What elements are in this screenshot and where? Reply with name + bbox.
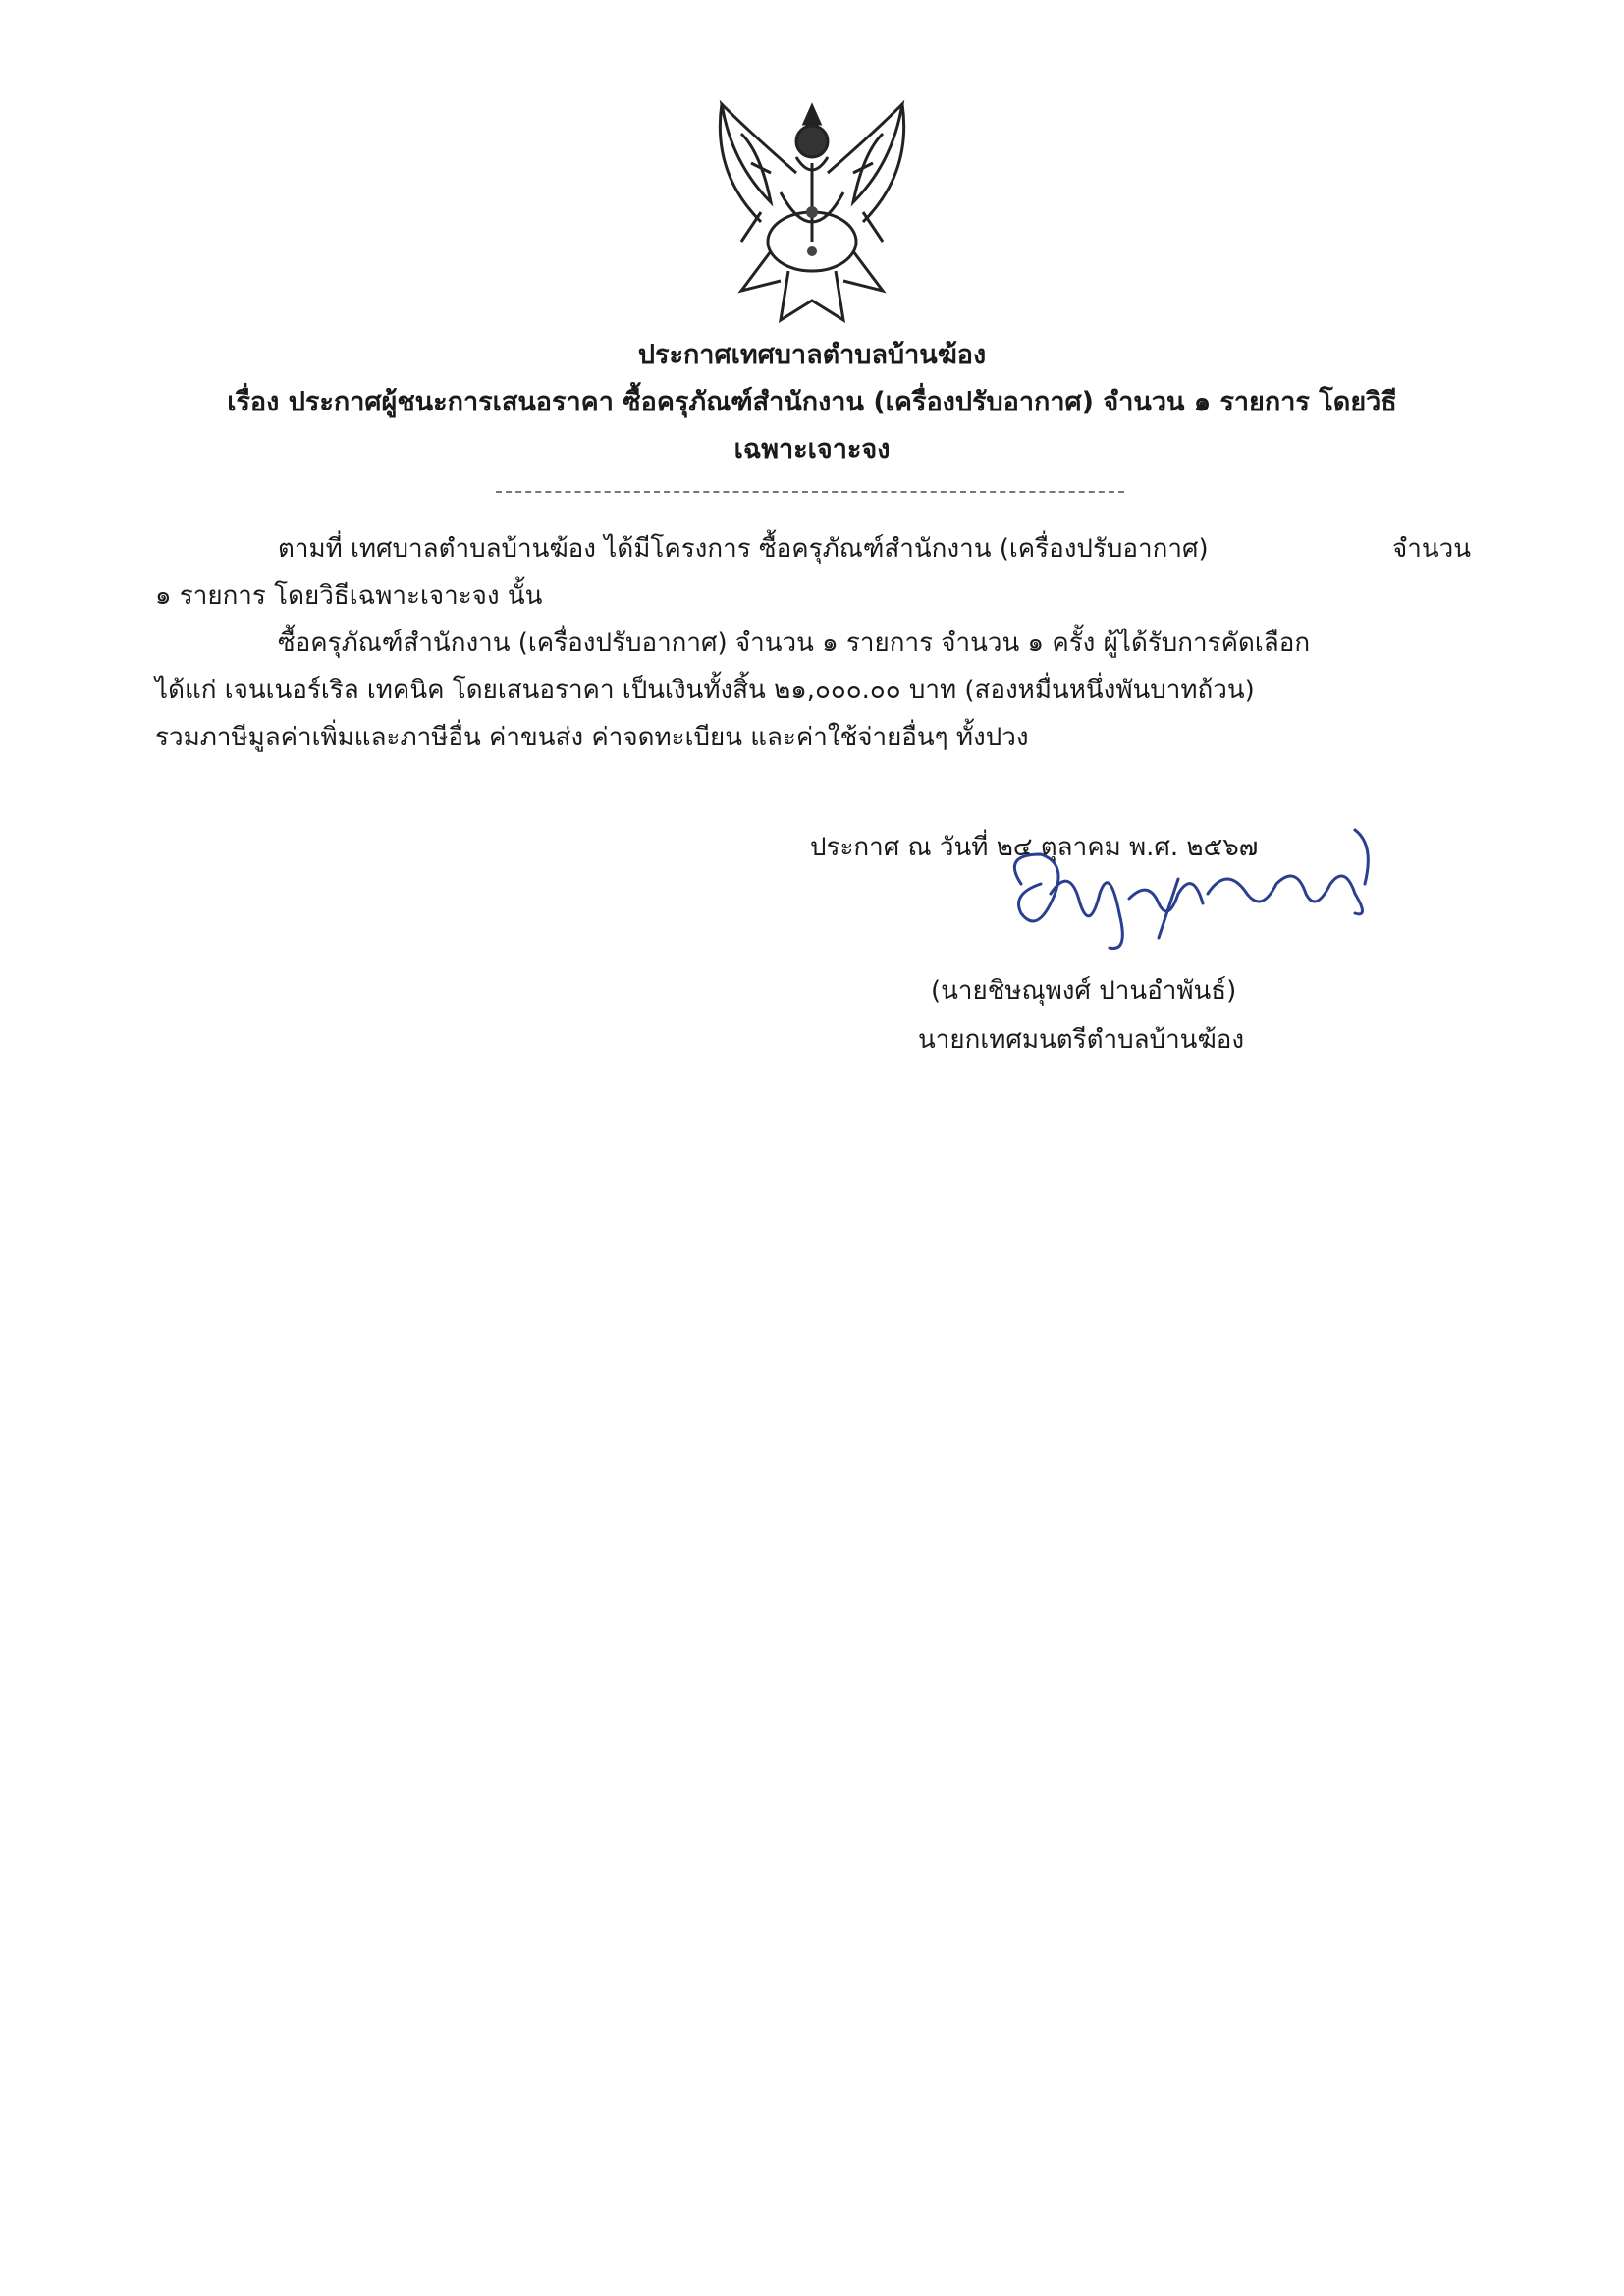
paragraph-2-line-3: รวมภาษีมูลค่าเพิ่มและภาษีอื่น ค่าขนส่ง ค่าจดทะเบียน และค่าใช้จ่ายอื่นๆ ทั้งปวง [155, 723, 1029, 752]
paragraph-2-line-2: ได้แก่ เจนเนอร์เริล เทคนิค โดยเสนอราคา เป็นเงินทั้งสิ้น ๒๑,๐๐๐.๐๐ บาท (สองหมื่นหนึ่งพันบาทถ้วน) [155, 676, 1255, 705]
dashed-divider [496, 491, 1124, 493]
paragraph-1-tail: จำนวน [1392, 534, 1471, 564]
announcement-subject: เรื่อง ประกาศผู้ชนะการเสนอราคา ซื้อครุภัณฑ์สำนักงาน (เครื่องปรับอากาศ) จำนวน ๑ รายการ โดยวิธี [227, 387, 1397, 417]
announcement-body [155, 525, 1471, 761]
paragraph-1-line-1 [155, 525, 1471, 573]
announcement-header [118, 332, 1506, 473]
signatory-position: นายกเทศมนตรีตำบลบ้านฆ้อง [918, 1025, 1245, 1055]
handwritten-signature [982, 825, 1414, 962]
paragraph-1-line-2: ๑ รายการ โดยวิธีเฉพาะเจาะจง นั้น [155, 581, 543, 611]
paragraph-1-text: ตามที่ เทศบาลตำบลบ้านฆ้อง ได้มีโครงการ ซื้อครุภัณฑ์สำนักงาน (เครื่องปรับอากาศ) [278, 534, 1209, 564]
announcement-date: ประกาศ ณ วันที่ ๒๔ ตุลาคม พ.ศ. ๒๕๖๗ [810, 833, 1259, 862]
paragraph-2-line-1: ซื้อครุภัณฑ์สำนักงาน (เครื่องปรับอากาศ) จำนวน ๑ รายการ จำนวน ๑ ครั้ง ผู้ได้รับการคัดเลือก [278, 629, 1311, 658]
announcement-title: ประกาศเทศบาลตำบลบ้านฆ้อง [637, 340, 987, 370]
signatory-name: (นายชิษณุพงศ์ ปานอำพันธ์) [931, 976, 1237, 1006]
garuda-emblem-icon [702, 94, 923, 326]
announcement-subject-cont: เฉพาะเจาะจง [733, 434, 891, 465]
